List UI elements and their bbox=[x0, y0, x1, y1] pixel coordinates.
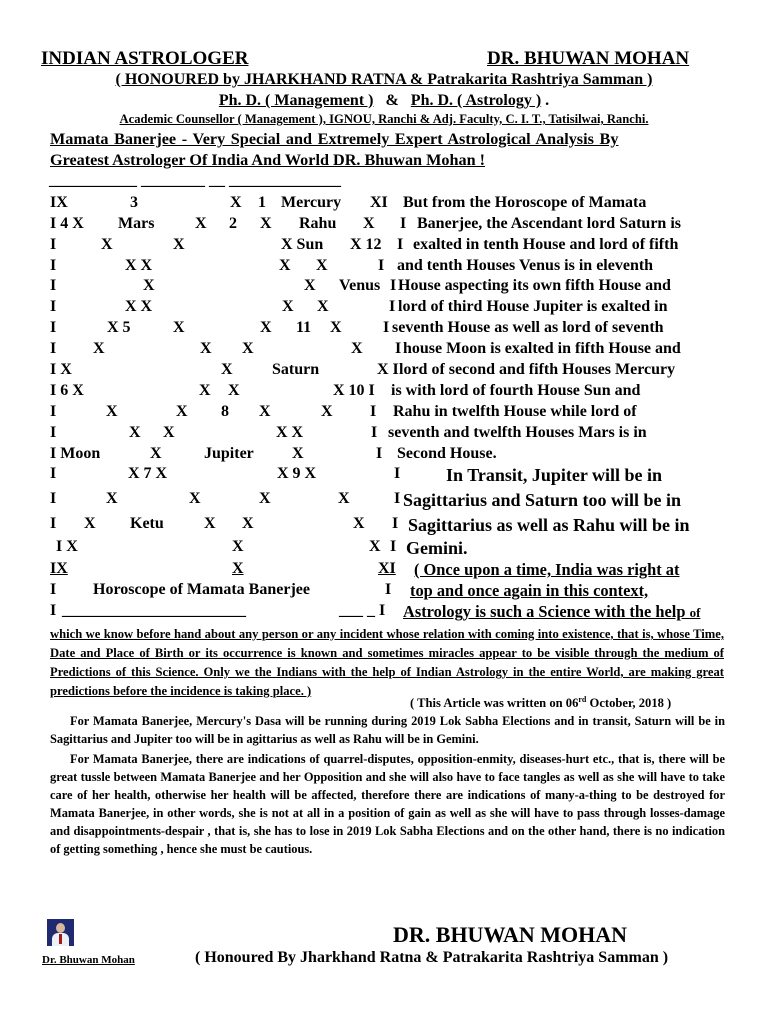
chart-cell: I bbox=[370, 403, 377, 420]
chart-cell: X bbox=[228, 382, 240, 399]
chart-cell: I 6 X bbox=[50, 382, 84, 399]
chart-cell: X bbox=[200, 340, 212, 357]
written-note-suffix: October, 2018 ) bbox=[586, 696, 672, 711]
chart-row bbox=[0, 382, 768, 402]
chart-cell: Jupiter bbox=[204, 445, 254, 462]
chart-side-text: ( Once upon a time, India was right at bbox=[414, 560, 680, 579]
chart-cell: XI bbox=[378, 560, 396, 577]
chart-cell: 2 bbox=[229, 215, 237, 232]
chart-row bbox=[0, 490, 768, 510]
chart-cell: X bbox=[93, 340, 105, 357]
chart-row bbox=[0, 581, 768, 601]
chart-cell: X 7 X bbox=[128, 465, 168, 482]
chart-cell: XI bbox=[370, 194, 388, 211]
chart-cell: X bbox=[282, 298, 294, 315]
chart-cell: I bbox=[50, 298, 57, 315]
chart-row bbox=[0, 319, 768, 339]
chart-side-text bbox=[403, 602, 700, 622]
chart-row bbox=[0, 560, 768, 580]
chart-row bbox=[0, 445, 768, 465]
written-note bbox=[410, 695, 671, 711]
chart-cell: I bbox=[389, 298, 396, 315]
chart-cell: X bbox=[221, 361, 233, 378]
chart-side-text: is with lord of fourth House Sun and bbox=[391, 382, 641, 399]
chart-cell: X 10 I bbox=[333, 382, 375, 399]
chart-cell: X Sun bbox=[281, 236, 324, 253]
chart-cell: X bbox=[304, 277, 316, 294]
chart-cell: X bbox=[351, 340, 363, 357]
chart-row bbox=[0, 236, 768, 256]
chart-cell: I bbox=[395, 340, 402, 357]
chart-cell: 8 bbox=[221, 403, 229, 420]
chart-row bbox=[0, 215, 768, 235]
degrees-period: . bbox=[545, 92, 550, 109]
chart-cell: X bbox=[199, 382, 211, 399]
chart-row bbox=[0, 340, 768, 360]
chart-cell: X bbox=[353, 515, 365, 532]
chart-cell: X bbox=[369, 538, 381, 555]
phd-astrology: Ph. D. ( Astrology ) bbox=[410, 92, 542, 109]
chart-cell: I 4 X bbox=[50, 215, 84, 232]
chart-row bbox=[0, 257, 768, 277]
chart-cell: Saturn bbox=[272, 361, 320, 378]
phd-management: Ph. D. ( Management ) bbox=[218, 92, 374, 109]
photo-tie bbox=[59, 934, 62, 944]
chart-cell: ___ _ I bbox=[339, 602, 386, 619]
chart-row bbox=[0, 465, 768, 485]
chart-row bbox=[0, 194, 768, 214]
chart-cell: I bbox=[385, 581, 392, 598]
degrees-ampersand: & bbox=[385, 92, 399, 109]
chart-cell: I bbox=[50, 490, 57, 507]
chart-cell: X X bbox=[125, 298, 153, 315]
chart-side-text-main: Astrology is such a Science with the help bbox=[403, 602, 686, 621]
written-note-prefix: ( This Article was written on 06 bbox=[410, 696, 579, 711]
chart-cell: X bbox=[260, 215, 272, 232]
chart-cell: _______________________ bbox=[62, 602, 246, 619]
body-paragraphs bbox=[50, 712, 725, 858]
chart-side-text: Second House. bbox=[397, 445, 497, 462]
chart-cell: I bbox=[50, 257, 57, 274]
chart-cell: 11 bbox=[296, 319, 312, 336]
chart-cell: Ketu bbox=[130, 515, 164, 532]
chart-cell: X bbox=[232, 560, 244, 577]
chart-cell: I bbox=[376, 445, 383, 462]
chart-row bbox=[0, 403, 768, 423]
photo-face bbox=[56, 923, 65, 933]
chart-row bbox=[0, 602, 768, 622]
chart-cell: X bbox=[259, 403, 271, 420]
chart-row bbox=[0, 424, 768, 444]
chart-cell: I bbox=[50, 277, 57, 294]
chart-side-text-tail: of bbox=[689, 605, 701, 620]
chart-cell: I bbox=[50, 319, 57, 336]
header-left-title: INDIAN ASTROLOGER bbox=[41, 48, 249, 69]
chart-cell: Venus bbox=[339, 277, 381, 294]
chart-side-text: exalted in tenth House and lord of fifth bbox=[413, 236, 679, 253]
chart-side-text: top and once again in this context, bbox=[410, 581, 649, 600]
chart-row bbox=[0, 361, 768, 381]
chart-row bbox=[0, 515, 768, 535]
chart-cell: X bbox=[259, 490, 271, 507]
chart-cell: X 5 bbox=[107, 319, 131, 336]
chart-cell: X bbox=[101, 236, 113, 253]
chart-cell: X bbox=[260, 319, 272, 336]
written-note-sup: rd bbox=[578, 695, 587, 704]
chart-side-text: But from the Horoscope of Mamata bbox=[403, 194, 647, 211]
chart-row bbox=[0, 298, 768, 318]
chart-cell: I bbox=[397, 236, 404, 253]
chart-side-text: Sagittarius as well as Rahu will be in bbox=[408, 515, 690, 535]
chart-cell: I bbox=[371, 424, 378, 441]
photo-caption: Dr. Bhuwan Mohan bbox=[42, 954, 135, 966]
header-degrees bbox=[0, 92, 768, 110]
chart-cell: I bbox=[392, 515, 399, 532]
chart-cell: X bbox=[173, 236, 185, 253]
header-right-title: DR. BHUWAN MOHAN bbox=[487, 48, 690, 69]
chart-cell: X 9 X bbox=[277, 465, 317, 482]
chart-cell: X bbox=[321, 403, 333, 420]
chart-side-text: house Moon is exalted in fifth House and bbox=[403, 340, 681, 357]
chart-side-text: seventh and twelfth Houses Mars is in bbox=[388, 424, 647, 441]
chart-cell: X bbox=[106, 403, 118, 420]
chart-cell: I bbox=[50, 581, 57, 598]
chart-side-text: Banerjee, the Ascendant lord Saturn is bbox=[417, 215, 681, 232]
chart-cell: I bbox=[400, 215, 407, 232]
header-honours-text: ( HONOURED by JHARKHAND RATNA & Patrakarita Rashtriya Samman ) bbox=[115, 71, 653, 88]
footer-name: DR. BHUWAN MOHAN bbox=[393, 922, 628, 947]
chart-cell: X X bbox=[276, 424, 304, 441]
paragraph-dasa: For Mamata Banerjee, Mercury's Dasa will be running during 2019 Lok Sabha Elections and in transit, Saturn will be in Sagittarius and Jupiter too will be in agittarius as well as Rahu will be in Gemini. bbox=[50, 714, 725, 746]
chart-cell: X bbox=[317, 298, 329, 315]
chart-side-text: and tenth Houses Venus is in eleventh bbox=[397, 257, 654, 274]
chart-cell: X bbox=[173, 319, 185, 336]
chart-cell: Mars bbox=[118, 215, 155, 232]
chart-cell: I bbox=[50, 236, 57, 253]
chart-cell: Horoscope of Mamata Banerjee bbox=[93, 581, 310, 598]
chart-cell: I bbox=[390, 277, 397, 294]
chart-cell: I X bbox=[50, 361, 72, 378]
chart-cell: I bbox=[50, 340, 57, 357]
chart-cell: IX bbox=[50, 560, 68, 577]
chart-cell: I bbox=[390, 538, 397, 555]
continuation-text: which we know before hand about any person or any incident whose relation with coming into existence, that is, whose Time, Date and Place of Birth or its occurrence is known and sometimes miracles appear to be visible through the medium of Predictions of this Science. Only we the Indians with the help of Indian Astrology in the entire World, are making great predictions before the incidence is taking place. ) bbox=[50, 627, 724, 698]
chart-cell: I bbox=[394, 490, 401, 507]
chart-cell: I bbox=[394, 465, 401, 482]
chart-cell: X bbox=[292, 445, 304, 462]
chart-cell: X bbox=[338, 490, 350, 507]
chart-cell: I X bbox=[56, 538, 78, 555]
chart-cell: Mercury bbox=[281, 194, 342, 211]
chart-side-text: lord of second and fifth Houses Mercury bbox=[399, 361, 676, 378]
header-academic: Academic Counsellor ( Management ), IGNOU, Ranchi & Adj. Faculty, C. I. T., Tatisilwai, Ranchi. bbox=[119, 112, 649, 126]
chart-cell: X bbox=[230, 194, 242, 211]
chart-cell: X bbox=[195, 215, 207, 232]
chart-cell: X bbox=[363, 215, 375, 232]
chart-cell: I bbox=[50, 515, 57, 532]
chart-cell: X I bbox=[377, 361, 399, 378]
footer-honours: ( Honoured By Jharkhand Ratna & Patrakarita Rashtriya Samman ) bbox=[195, 949, 669, 966]
chart-cell: X bbox=[176, 403, 188, 420]
header-honours bbox=[0, 71, 768, 89]
chart-side-text: seventh House as well as lord of seventh bbox=[392, 319, 664, 336]
chart-cell: X bbox=[189, 490, 201, 507]
chart-cell: 1 bbox=[258, 194, 266, 211]
chart-cell: I bbox=[50, 403, 57, 420]
chart-cell: X bbox=[129, 424, 141, 441]
chart-cell: I Moon bbox=[50, 445, 101, 462]
chart-cell: X bbox=[84, 515, 96, 532]
chart-cell: X bbox=[279, 257, 291, 274]
chart-cell: IX bbox=[50, 194, 68, 211]
chart-cell: X bbox=[242, 515, 254, 532]
chart-cell: I bbox=[50, 465, 57, 482]
chart-side-text: Sagittarius and Saturn too will be in bbox=[403, 490, 682, 510]
chart-cell: I bbox=[378, 257, 385, 274]
chart-cell: X bbox=[106, 490, 118, 507]
author-photo bbox=[47, 919, 74, 946]
chart-row bbox=[0, 538, 768, 558]
chart-cell: X bbox=[330, 319, 342, 336]
chart-top-border: ___________ ________ __ ______________ bbox=[49, 172, 341, 189]
chart-cell: Rahu bbox=[299, 215, 337, 232]
chart-cell: X bbox=[232, 538, 244, 555]
chart-cell: X bbox=[204, 515, 216, 532]
paragraph-indications: For Mamata Banerjee, there are indications of quarrel-disputes, opposition-enmity, diseases-hurt etc., that is, there will be great tussle between Mamata Banerjee and her Opposition and she will also have to face tangles as well as she will have to take care of her health, otherwise her health will be affected, therefore there are indications of many-a-thing to be destroyed for Mamata Banerjee, in other words, she is not at all in a position of gain as well as she will have to pass through losses-damage and disappointments-despair , that is, she has to lose in 2019 Lok Sabha Elections and on the other hand, there is no indication of getting something , hence she must be cautious. bbox=[50, 752, 725, 856]
chart-cell: X X bbox=[125, 257, 153, 274]
chart-cell: I bbox=[50, 602, 57, 619]
headline-line-2: Greatest Astrologer Of India And World DR. Bhuwan Mohan ! bbox=[50, 151, 486, 169]
chart-cell: I bbox=[50, 424, 57, 441]
headline-line-1: Mamata Banerjee - Very Special and Extremely Expert Astrological Analysis By bbox=[50, 130, 619, 148]
chart-cell: X bbox=[242, 340, 254, 357]
chart-side-text: Gemini. bbox=[406, 538, 468, 558]
chart-cell: X bbox=[316, 257, 328, 274]
chart-side-text: House aspecting its own fifth House and bbox=[398, 277, 671, 294]
chart-cell: I bbox=[383, 319, 390, 336]
chart-cell: X bbox=[143, 277, 155, 294]
chart-cell: X 12 bbox=[350, 236, 382, 253]
chart-cell: X bbox=[163, 424, 175, 441]
chart-row bbox=[0, 277, 768, 297]
chart-side-text: lord of third House Jupiter is exalted in bbox=[398, 298, 668, 315]
chart-cell: X bbox=[150, 445, 162, 462]
chart-cell: 3 bbox=[130, 194, 138, 211]
chart-side-text: Rahu in twelfth House while lord of bbox=[393, 403, 637, 420]
chart-side-text: In Transit, Jupiter will be in bbox=[446, 465, 663, 485]
